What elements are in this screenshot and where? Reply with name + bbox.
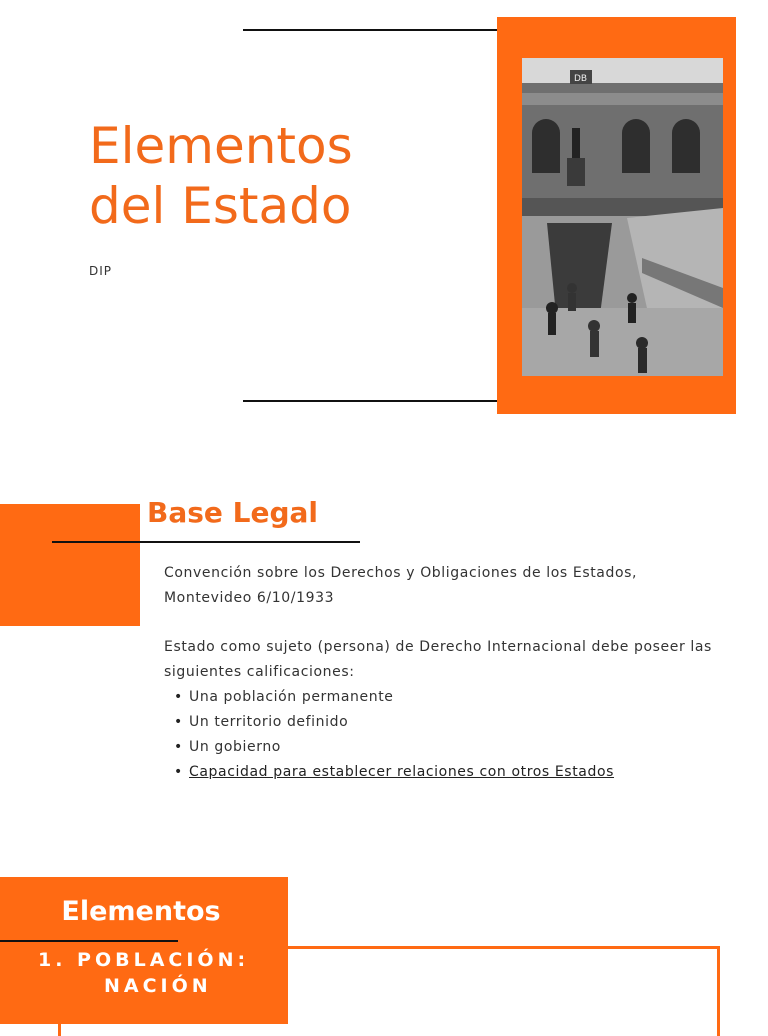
list-item-link[interactable]: • Capacidad para establecer relaciones con otros Estados (174, 760, 734, 785)
poblacion-heading-line-2: NACIÓN (104, 975, 212, 997)
elementos-divider (0, 940, 178, 942)
page-subtitle: DIP (89, 264, 113, 278)
base-legal-title: Base Legal (147, 496, 319, 529)
elementos-title: Elementos (61, 896, 221, 927)
base-legal-divider (52, 541, 360, 543)
svg-text:DB: DB (574, 74, 588, 84)
poblacion-heading-line-1: 1. POBLACIÓN: (38, 949, 250, 971)
list-item: • Una población permanente (174, 685, 734, 710)
station-photo (522, 58, 723, 376)
base-legal-accent (0, 504, 140, 626)
calificaciones-list (174, 685, 734, 785)
list-item: • Un territorio definido (174, 710, 734, 735)
list-item: • Un gobierno (174, 735, 734, 760)
page-title: Elementos del Estado (89, 117, 353, 235)
base-legal-paragraph-1: Convención sobre los Derechos y Obligaciones de los Estados, Montevideo 6/10/1933 (164, 565, 638, 606)
base-legal-paragraph-2: Estado como sujeto (persona) de Derecho Internacional debe poseer las siguientes calificaciones: (164, 639, 712, 680)
